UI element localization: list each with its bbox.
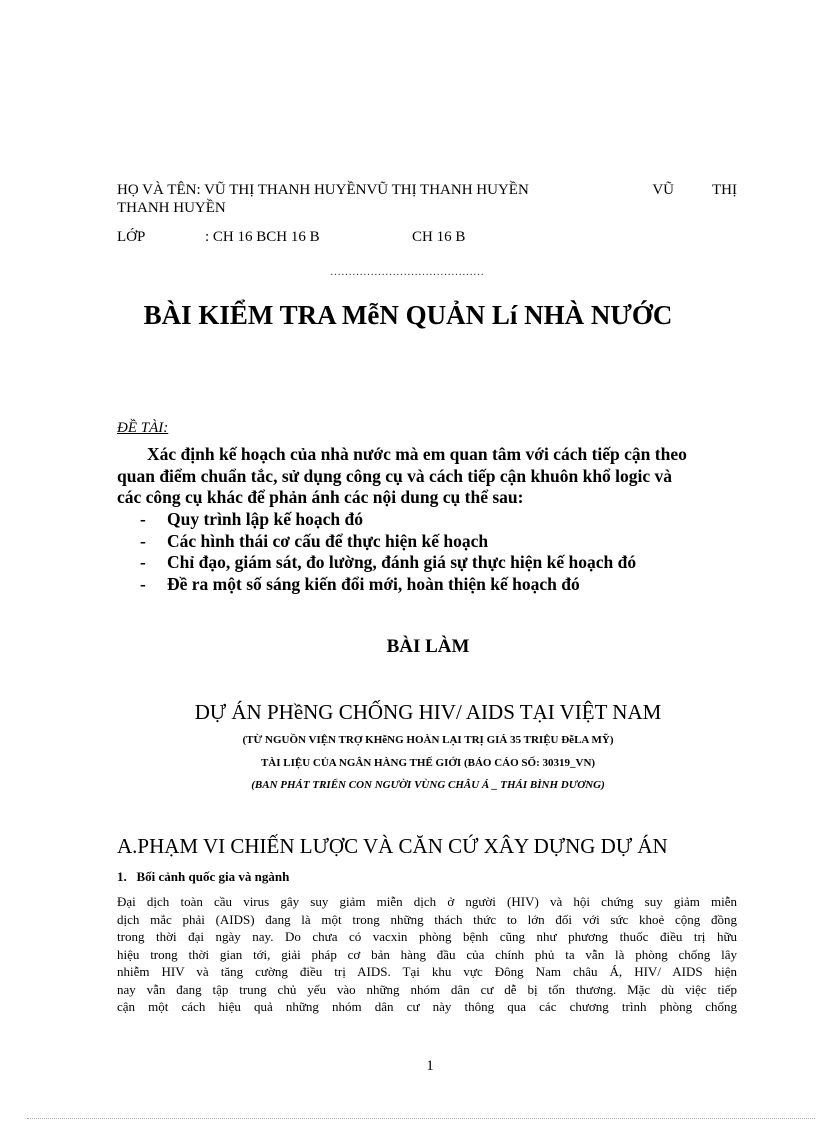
topic-description: [117, 444, 742, 509]
subsection-heading-1: 1. Bối cảnh quốc gia và ngành: [117, 869, 290, 884]
page-number: 1: [426, 1058, 434, 1074]
student-name: [117, 181, 737, 217]
topic-line-1: Xác định kế hoạch của nhà nước mà em quan tâm với cách tiếp cận theo: [147, 444, 687, 464]
topic-line-3: các công cụ khác để phản ánh các nội dung cụ thể sau:: [117, 487, 524, 507]
project-subtitle-2: TÀI LIỆU CỦA NGÂN HÀNG THẾ GIỚI (BÁO CÁO SỐ: 30319_VN): [260, 757, 596, 769]
topic-label: ĐỀ TÀI:: [117, 420, 169, 436]
list-item: - Các hình thái cơ cấu để thực hiện kế hoạch: [140, 530, 489, 551]
class-line: [117, 229, 465, 246]
list-item: - Đề ra một số sáng kiến đổi mới, hoàn thiện kế hoạch đó: [140, 573, 580, 594]
project-subtitle-1: (TỪ NGUỒN VIỆN TRỢ KHễNG HOÀN LẠI TRỊ GIÁ 35 TRIỆU ĐễLA MỸ): [242, 734, 614, 746]
list-item: - Chỉ đạo, giám sát, đo lường, đánh giá sự thực hiện kế hoạch đó: [140, 552, 637, 572]
student-name-word-vu: VŨ: [652, 182, 674, 198]
class-value-2: CH 16 B: [412, 229, 466, 245]
class-label: LỚP: [117, 229, 146, 245]
page-bottom-divider: [27, 1118, 816, 1119]
project-title: DỰ ÁN PHềNG CHỐNG HIV/ AIDS TẠI VIỆT NAM: [194, 700, 662, 724]
body-line: trong thời đại ngày nay. Do chưa có vacxin phòng bệnh cũng như phương thuốc điều trị hữu: [117, 929, 737, 944]
body-line: nhiễm HIV và tăng cường điều trị AIDS. Tại khu vực Đông Nam châu Á, HIV/ AIDS hiện: [117, 964, 737, 979]
list-item: - Quy trình lập kế hoạch đó: [140, 509, 363, 529]
student-name-line1: HỌ VÀ TÊN: VŨ THỊ THANH HUYỀNVŨ THỊ THANH HUYỀN: [117, 182, 529, 198]
body-line: dịch mắc phải (AIDS) đang là một trong những thách thức to lớn đối với sức khoẻ cộng đồng: [117, 911, 737, 927]
body-line: Đại dịch toàn cầu virus gây suy giảm miễn dịch ở người (HIV) và hội chứng suy giảm miễn: [117, 894, 737, 909]
student-name-word-thi: THỊ: [712, 182, 737, 198]
body-paragraph: [117, 893, 737, 1016]
page-title: BÀI KIỂM TRA MễN QUẢN Lí NHÀ NƯỚC: [143, 300, 673, 330]
separator-dots: ……………………………………: [330, 266, 484, 278]
class-value: : CH 16 BCH 16 B: [205, 229, 320, 245]
body-line: cận một cách hiệu quả những nhóm dân cư này thông qua các chương trình phòng chống: [117, 999, 737, 1014]
project-subtitle-3: (BAN PHÁT TRIỂN CON NGƯỜI VÙNG CHÂU Á _ THÁI BÌNH DƯƠNG): [251, 779, 605, 791]
student-name-line2: THANH HUYỀN: [117, 200, 226, 216]
section-heading-a: A.PHẠM VI CHIẾN LƯỢC VÀ CĂN CỨ XÂY DỰNG DỰ ÁN: [117, 834, 668, 858]
body-line: nay vẫn đang tập trung chủ yếu vào những nhóm dân cư dễ bị tổn thương. Mặc dù việc tiếp: [117, 981, 737, 997]
topic-bullet-list: [140, 509, 636, 595]
body-line: hiệu trong thời gian tới, giải pháp cơ bản hàng đầu của chính phủ ta vẫn là phòng chống lây: [117, 946, 737, 962]
answer-heading: BÀI LÀM: [386, 636, 470, 657]
topic-line-2: quan điểm chuẩn tắc, sử dụng công cụ và cách tiếp cận khuôn khổ logic và: [117, 465, 673, 486]
